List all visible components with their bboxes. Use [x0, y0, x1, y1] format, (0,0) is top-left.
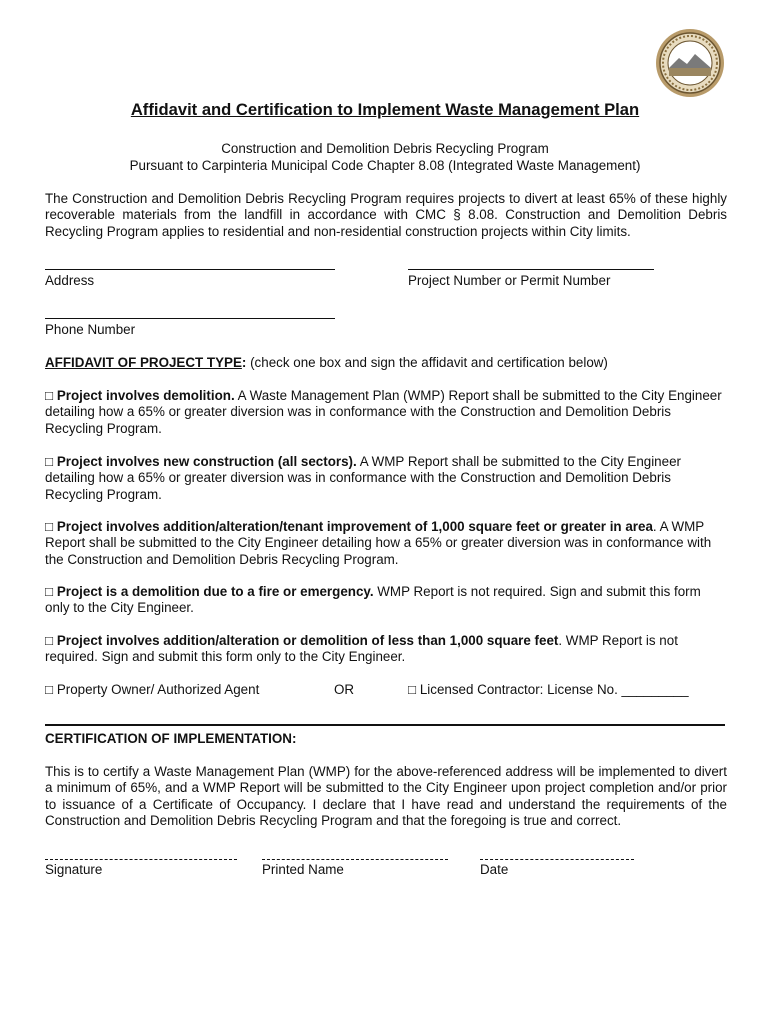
checkbox-addition-large[interactable]: □ — [45, 519, 54, 534]
option-new-construction-bold: Project involves new construction (all sectors). — [56, 454, 357, 469]
option-addition-small-text: . WMP Report is not required. Sign and submit this form only to the City Engineer. — [45, 633, 678, 665]
contractor-label: Licensed Contractor: License No. _________ — [419, 682, 689, 697]
option-addition-large — [45, 519, 727, 568]
page-title: Affidavit and Certification to Implement Waste Management Plan — [130, 100, 640, 119]
address-label: Address — [45, 273, 95, 288]
signature-line[interactable] — [45, 859, 237, 860]
contractor-option — [408, 682, 689, 697]
certification-paragraph: This is to certify a Waste Management Plan (WMP) for the above-referenced address will be implemented to divert a minimum of 65%, and a WMP Report will be submitted to the City Engineer upon project completion and/or prior to issuance of a Certificate of Occupancy. I declare that I have read and understand the requirements of the Construction and Demolition Debris Recycling Program and that the foregoing is true and correct. — [45, 764, 727, 828]
project-type-heading — [45, 355, 727, 371]
option-addition-small-bold: Project involves addition/alteration or demolition of less than 1,000 square feet — [56, 633, 559, 648]
checkbox-owner[interactable]: □ — [45, 682, 54, 697]
or-label: OR — [334, 682, 355, 697]
address-line[interactable] — [45, 269, 335, 270]
checkbox-emergency[interactable]: □ — [45, 584, 54, 599]
option-new-construction-text: A WMP Report shall be submitted to the City Engineer detailing how a 65% or greater diversion was in conformance with the Construction and Demolition Debris Recycling Program. — [45, 454, 681, 502]
checkbox-contractor[interactable]: □ — [408, 682, 417, 697]
project-type-title: AFFIDAVIT OF PROJECT TYPE — [45, 355, 242, 370]
phone-label: Phone Number — [45, 322, 136, 337]
project-type-colon: : — [241, 355, 247, 370]
owner-label: Property Owner/ Authorized Agent — [56, 682, 260, 697]
project-number-line[interactable] — [408, 269, 654, 270]
checkbox-addition-small[interactable]: □ — [45, 633, 54, 648]
subtitle-code: Pursuant to Carpinteria Municipal Code Chapter 8.08 (Integrated Waste Management) — [129, 158, 641, 173]
printed-name-line[interactable] — [262, 859, 448, 860]
printed-name-label: Printed Name — [262, 862, 344, 877]
phone-line[interactable] — [45, 318, 335, 319]
project-type-instruction: (check one box and sign the affidavit and certification below) — [246, 355, 608, 370]
intro-paragraph: The Construction and Demolition Debris Recycling Program requires projects to divert at least 65% of these highly recoverable materials from the landfill in accordance with CMC § 8.08. Construction and Demolition Debris Recycling Program applies to residential and non-residential construction projects within City limits. — [45, 191, 727, 239]
section-divider — [45, 724, 725, 726]
option-addition-large-text: . A WMP Report shall be submitted to the City Engineer detailing how a 65% or greater diversion was in conformance with the Construction and Demolition Debris Recycling Program. — [45, 519, 712, 567]
signature-label: Signature — [45, 862, 103, 877]
option-emergency-text: WMP Report is not required. Sign and submit this form only to the City Engineer. — [45, 584, 701, 616]
date-line[interactable] — [480, 859, 634, 860]
subtitle-program: Construction and Demolition Debris Recycling Program — [221, 141, 549, 156]
option-new-construction — [45, 454, 727, 503]
project-number-label: Project Number or Permit Number — [408, 273, 611, 288]
option-demolition — [45, 388, 727, 437]
option-addition-small — [45, 633, 727, 666]
option-emergency — [45, 584, 727, 617]
certification-heading: CERTIFICATION OF IMPLEMENTATION: — [45, 731, 297, 746]
checkbox-new-construction[interactable]: □ — [45, 454, 54, 469]
city-seal-logo — [655, 28, 725, 98]
option-demolition-bold: Project involves demolition. — [56, 388, 235, 403]
option-addition-large-bold: Project involves addition/alteration/tenant improvement of 1,000 square feet or greater in area — [56, 519, 653, 534]
owner-option — [45, 682, 259, 697]
option-demolition-text: A Waste Management Plan (WMP) Report shall be submitted to the City Engineer detailing how a 65% or greater diversion was in conformance with the Construction and Demolition Debris Recycling Program. — [45, 388, 722, 436]
option-emergency-bold: Project is a demolition due to a fire or emergency. — [56, 584, 374, 599]
date-label: Date — [480, 862, 509, 877]
checkbox-demolition[interactable]: □ — [45, 388, 54, 403]
